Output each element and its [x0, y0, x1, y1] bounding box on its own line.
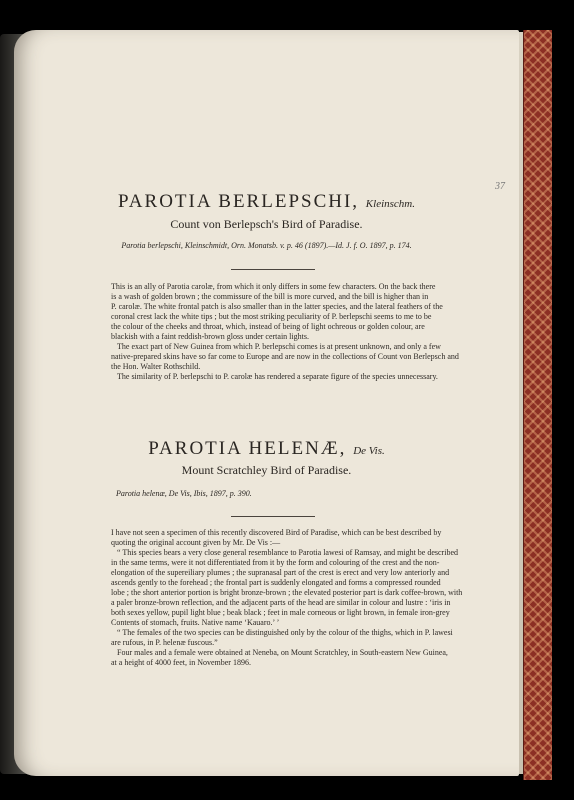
body-line: I have not seen a specimen of this recently discovered Bird of Paradise, which can be best described by [111, 528, 442, 537]
body-line: a paler bronze-brown reflection, and the adjacent parts of the head are similar in colour and lustre : ‘iris in [111, 598, 451, 607]
body-line: Four males and a female were obtained at Neneba, on Mount Scratchley, in South-eastern New Guinea, [117, 648, 448, 657]
body-line: ascends gently to the forehead ; the frontal part is suddenly elongated and forms a compressed rounded [111, 578, 441, 587]
reference-helenae: Parotia helenæ, De Vis, Ibis, 1897, p. 390. [116, 489, 252, 498]
authority: Kleinschm. [365, 198, 415, 210]
body-line: native-prepared skins have so far come to Europe and are now in the collections of Count von Berlepsch and [111, 352, 459, 361]
common-name-helenae: Mount Scratchley Bird of Paradise. [181, 463, 352, 477]
body-line: elongation of the supereiliary plumes ; the supranasal part of the crest is erect and very low anteriorly and [111, 568, 450, 577]
book-page [14, 30, 519, 776]
body-line: “ This species bears a very close general resemblance to Parotia lawesi of Ramsay, and might be described [117, 548, 458, 557]
body-line: is a wash of golden brown ; the commissure of the bill is more curved, and the bill is higher than in [111, 292, 429, 301]
body-line: lobe ; the short anterior portion is bright bronze-brown ; the elevated posterior part is dark coffee-brown, with [111, 588, 463, 597]
authority: De Vis. [353, 445, 385, 457]
body-line: Contents of stomach, fruits. Native name ‘Kauaro.’ ’ [111, 618, 280, 627]
body-line: The similarity of P. berlepschi to P. carolæ has rendered a separate figure of the species unnecessary. [117, 372, 438, 381]
body-line: “ The females of the two species can be distinguished only by the colour of the thighs, which in P. lawesi [117, 628, 453, 637]
page-number: 37 [495, 181, 505, 192]
body-line: The exact part of New Guinea from which P. berlepschi comes is at present unknown, and only a few [117, 342, 441, 351]
divider-rule [231, 516, 315, 517]
body-line: are rufous, in P. helenæ fuscous.” [111, 638, 218, 647]
body-line: at a height of 4000 feet, in November 1896. [111, 658, 251, 667]
body-line: quoting the original account given by Mr. De Vis :— [111, 538, 281, 547]
body-line: the colour of the cheeks and throat, which, instead of being of light ochreous or golden colour, are [111, 322, 425, 331]
title-text: PAROTIA BERLEPSCHI, [117, 191, 360, 212]
reference-berlepschi: Parotia berlepschi, Kleinschmidt, Orn. Monatsb. v. p. 46 (1897).—Id. J. f. O. 1897, p. 174. [121, 241, 412, 250]
body-line: both sexes yellow, pupil light blue ; beak black ; feet in male corneous or light brown, in female iron-grey [111, 608, 450, 617]
decorative-binding [523, 30, 552, 780]
body-line: P. carolæ. The white frontal patch is also smaller than in the latter species, and the lateral feathers of the [111, 302, 443, 311]
common-name-berlepschi: Count von Berlepsch's Bird of Paradise. [170, 217, 363, 231]
body-line: This is an ally of Parotia carolæ, from which it only differs in some few characters. On the back there [111, 282, 436, 291]
title-text: PAROTIA HELENÆ, [148, 438, 347, 459]
species-title-berlepschi [14, 192, 519, 211]
body-line: in the same terms, were it not differentiated from it by the form and colouring of the crest and the non- [111, 558, 440, 567]
body-line: blackish with a faint reddish-brown gloss under certain lights. [111, 332, 309, 341]
species-title-helenae [14, 439, 519, 458]
body-line: coronal crest lack the white tips ; but the most striking peculiarity of P. berlepschi seems to me to be [111, 312, 432, 321]
divider-rule [231, 269, 315, 270]
body-line: the Hon. Walter Rothschild. [111, 362, 201, 371]
